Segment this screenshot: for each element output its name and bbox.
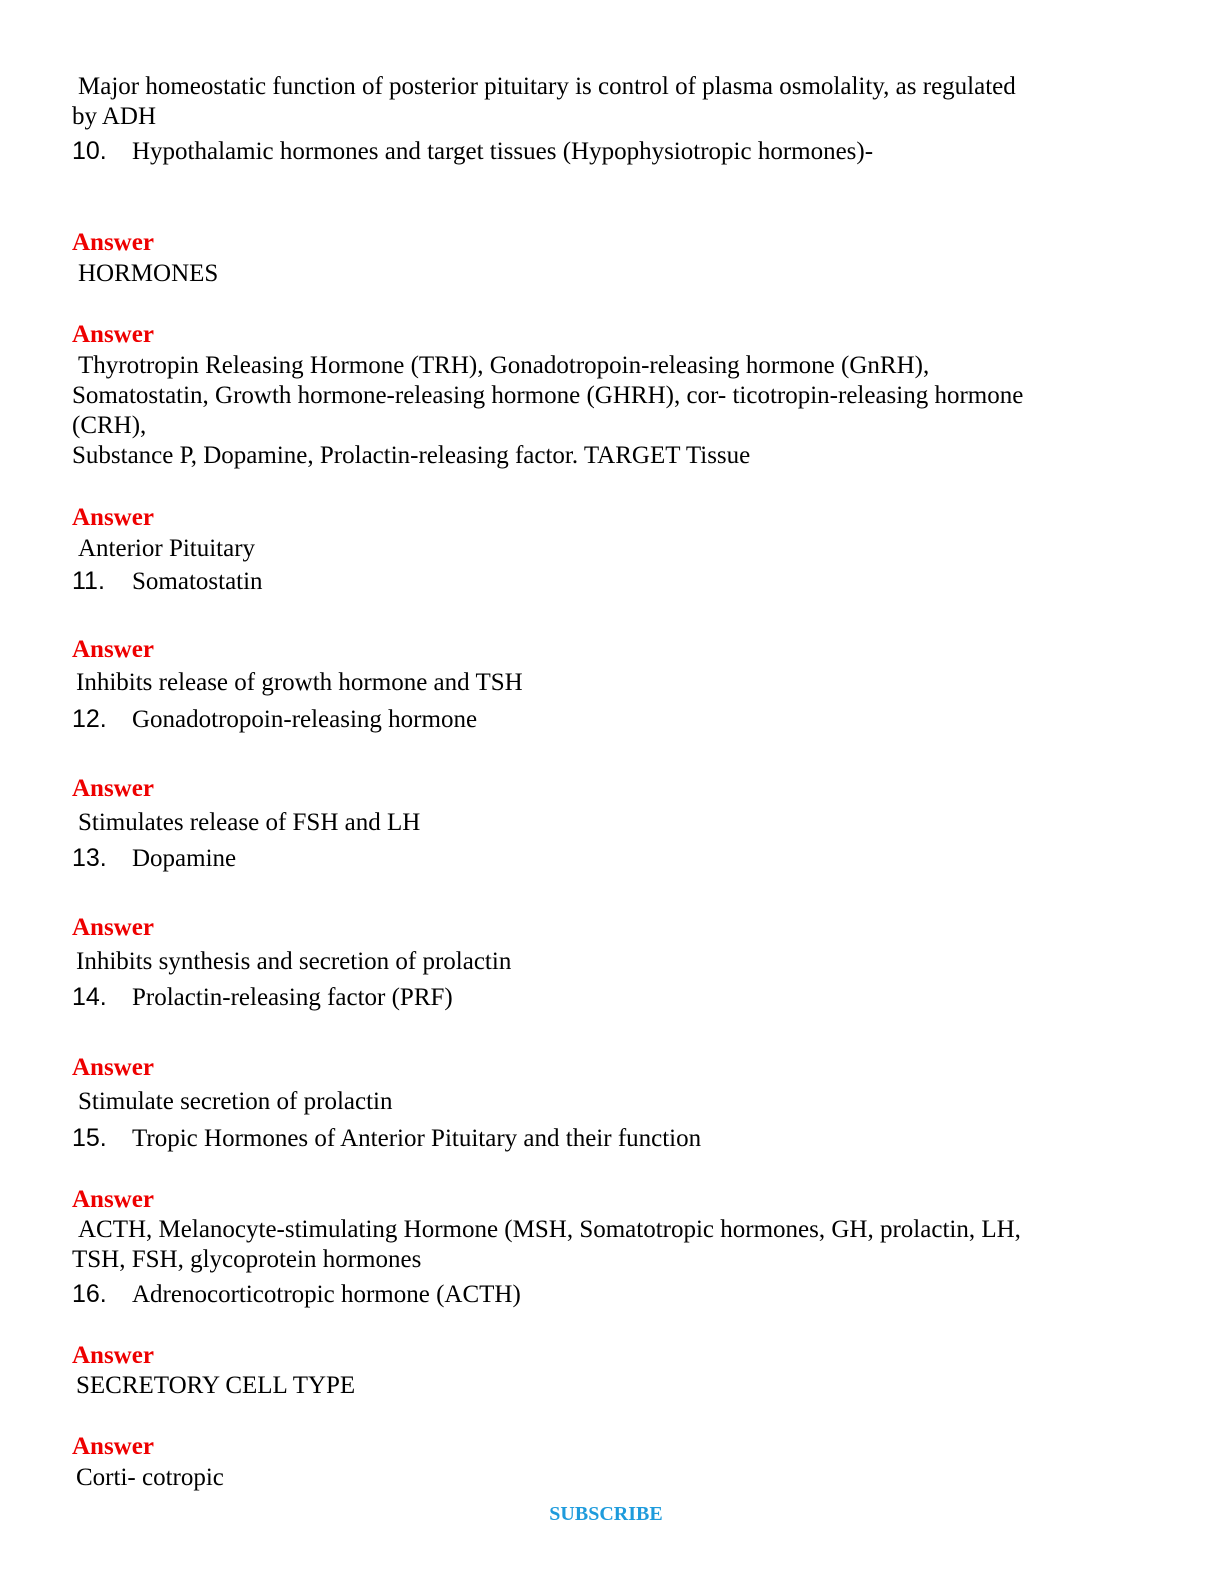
intro-line-2: by ADH: [72, 103, 157, 130]
answer-label: Answer: [72, 229, 154, 256]
answer-line: Anterior Pituitary: [78, 535, 256, 562]
answer-label: Answer: [72, 1054, 154, 1081]
answer-line-1: ACTH, Melanocyte-stimulating Hormone (MSH, Somatotropic hormones, GH, prolactin, LH,: [78, 1216, 1021, 1243]
question-number: 10.: [72, 137, 107, 165]
answer-label: Answer: [72, 636, 154, 663]
question-number: 12.: [72, 705, 107, 733]
question-text: Gonadotropoin-releasing hormone: [132, 706, 478, 733]
answer-text: [72, 947, 1128, 977]
question-text: Somatostatin: [132, 568, 263, 595]
answer-line-2: TSH, FSH, glycoprotein hormones: [72, 1246, 422, 1273]
question-number: 15.: [72, 1124, 107, 1152]
answer-text: [72, 1463, 1128, 1493]
answer-text: [72, 1371, 1128, 1401]
answer-label: Answer: [72, 1186, 154, 1213]
answer-text: [72, 351, 1128, 471]
answer-label: Answer: [72, 1433, 154, 1460]
question-text: Prolactin-releasing factor (PRF): [132, 984, 453, 1011]
question-13: [72, 843, 236, 874]
answer-line-2: Somatostatin, Growth hormone-releasing hormone (GHRH), cor- ticotropin-releasing hormone: [72, 382, 1024, 409]
answer-text: [72, 1087, 1128, 1117]
answer-line: Corti- cotropic: [76, 1464, 224, 1491]
answer-line-4: Substance P, Dopamine, Prolactin-releasing factor. TARGET Tissue: [72, 442, 751, 469]
answer-line: Inhibits synthesis and secretion of prolactin: [76, 948, 512, 975]
question-text: Adrenocorticotropic hormone (ACTH): [132, 1281, 521, 1308]
question-15: [72, 1123, 701, 1154]
answer-label: Answer: [72, 914, 154, 941]
question-14: [72, 982, 453, 1013]
answer-line: SECRETORY CELL TYPE: [76, 1372, 356, 1399]
question-number: 14.: [72, 983, 107, 1011]
answer-line: HORMONES: [78, 260, 219, 287]
answer-line: Stimulates release of FSH and LH: [78, 809, 421, 836]
question-text: Tropic Hormones of Anterior Pituitary and their function: [132, 1125, 702, 1152]
answer-label: Answer: [72, 504, 154, 531]
answer-text: [72, 534, 1128, 564]
intro-paragraph: [72, 72, 1128, 132]
answer-label: Answer: [72, 775, 154, 802]
answer-label: Answer: [72, 1342, 154, 1369]
question-number: 13.: [72, 844, 107, 872]
question-11: [72, 566, 263, 597]
question-number: 16.: [72, 1280, 107, 1308]
answer-line-3: (CRH),: [72, 412, 147, 439]
answer-line-1: Thyrotropin Releasing Hormone (TRH), Gonadotropoin-releasing hormone (GnRH),: [78, 352, 930, 379]
intro-line-1: Major homeostatic function of posterior pituitary is control of plasma osmolality, as regulated: [78, 73, 1016, 100]
question-number: 11.: [72, 567, 105, 595]
subscribe-link[interactable]: SUBSCRIBE: [549, 1503, 663, 1525]
answer-text: [72, 259, 1128, 289]
answer-text: [72, 808, 1128, 838]
question-12: [72, 704, 477, 735]
question-16: [72, 1279, 521, 1310]
answer-line: Inhibits release of growth hormone and TSH: [76, 669, 523, 696]
question-text: Hypothalamic hormones and target tissues (Hypophysiotropic hormones)-: [132, 138, 874, 165]
answer-text: [72, 668, 1128, 698]
question-10: [72, 136, 873, 167]
answer-line: Stimulate secretion of prolactin: [78, 1088, 393, 1115]
question-text: Dopamine: [132, 845, 237, 872]
answer-text: [72, 1215, 1128, 1275]
answer-label: Answer: [72, 321, 154, 348]
